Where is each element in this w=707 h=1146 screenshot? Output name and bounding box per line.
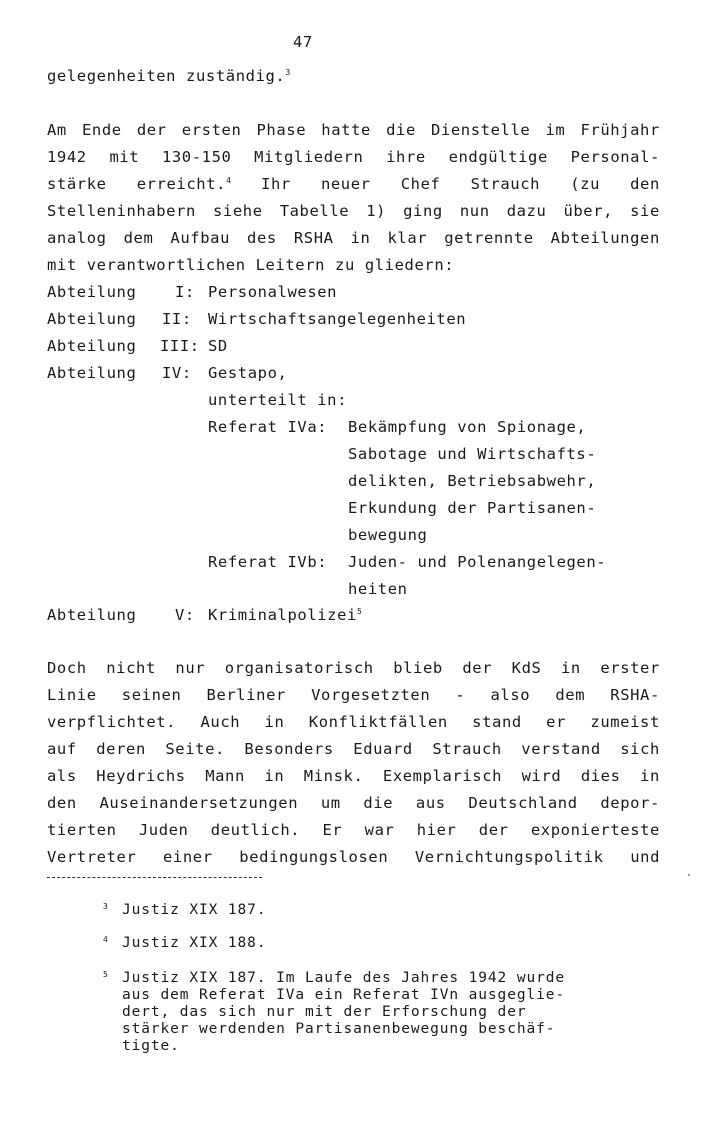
word: und xyxy=(630,848,660,866)
para2-line3 xyxy=(47,713,660,731)
footnote-text: tigte. xyxy=(122,1038,180,1054)
word: dazu xyxy=(506,202,547,220)
word: sie xyxy=(630,202,660,220)
word: ersten xyxy=(181,121,242,139)
word: Tabelle xyxy=(279,202,350,220)
dept-num: II: xyxy=(162,310,192,328)
dept-name: Wirtschaftsangelegenheiten xyxy=(208,310,467,328)
word: 1) xyxy=(366,202,387,220)
dept-num: I: xyxy=(175,283,195,301)
word: verstand xyxy=(521,740,601,758)
word: um xyxy=(320,794,341,812)
word: (zu xyxy=(570,175,600,193)
word: RSHA- xyxy=(610,686,660,704)
footnote-marker xyxy=(103,935,108,952)
word: im xyxy=(545,121,566,139)
word: Chef xyxy=(400,175,441,193)
word: die xyxy=(386,121,416,139)
para2-line4 xyxy=(47,740,660,758)
referat-iva-line: bewegung xyxy=(348,526,428,544)
word-with-note xyxy=(137,175,231,193)
word: getrennte xyxy=(444,229,534,247)
word: der xyxy=(478,821,509,839)
footnote-ref-3: 3 xyxy=(285,68,291,77)
word: Strauch xyxy=(470,175,541,193)
word: den xyxy=(630,175,660,193)
referat-iva-label: Referat IVa: xyxy=(208,418,328,436)
para1-line6: mit verantwortlichen Leitern zu gliedern: xyxy=(47,256,455,274)
word: Ihr xyxy=(261,175,291,193)
word: erreicht. xyxy=(136,175,227,193)
word: seinen xyxy=(121,686,182,704)
word: Stelleninhabern xyxy=(47,202,196,220)
para1-line3 xyxy=(47,175,660,193)
word: tierten xyxy=(47,821,117,839)
word: Konfliktfällen xyxy=(308,713,448,731)
word: ging xyxy=(403,202,443,220)
footnote-number: 5 xyxy=(103,970,108,979)
word: in xyxy=(560,659,581,677)
word: Frühjahr xyxy=(580,121,660,139)
para2-line7 xyxy=(47,821,660,839)
word: Vertreter xyxy=(47,848,137,866)
dept-name-with-note xyxy=(208,606,362,624)
para2-line6 xyxy=(47,794,660,812)
dept-name: Kriminalpolizei xyxy=(208,606,357,624)
word: 130-150 xyxy=(161,148,232,166)
word: endgültige xyxy=(448,148,548,166)
word: verpflichtet. xyxy=(47,713,177,731)
word: des xyxy=(247,229,277,247)
para2-line2 xyxy=(47,686,660,704)
dept-num: V: xyxy=(175,606,195,624)
footnote-separator xyxy=(47,877,262,878)
word: Besonders xyxy=(244,740,334,758)
footnote-text: Justiz XIX 187. xyxy=(122,902,267,918)
dept-label: Abteilung xyxy=(47,606,137,624)
word: Eduard xyxy=(353,740,413,758)
word: der xyxy=(462,659,493,677)
word: Dienstelle xyxy=(431,121,531,139)
para2-line8 xyxy=(47,848,660,866)
word: auf xyxy=(47,740,77,758)
word: Auch xyxy=(200,713,241,731)
word: hatte xyxy=(321,121,371,139)
footnote-number: 3 xyxy=(103,902,108,911)
word: Er xyxy=(322,821,343,839)
word: - xyxy=(455,686,466,704)
word: Mitgliedern xyxy=(254,148,364,166)
word: Heydrichs xyxy=(96,767,186,785)
para1-line4 xyxy=(47,202,660,220)
word: stärke xyxy=(47,175,107,193)
scan-speck xyxy=(688,874,690,876)
referat-ivb-label: Referat IVb: xyxy=(208,553,328,571)
word: also xyxy=(490,686,531,704)
dept-label: Abteilung xyxy=(47,310,137,328)
referat-iva-line: delikten, Betriebsabwehr, xyxy=(348,472,597,490)
word: RSHA xyxy=(293,229,334,247)
footnote-marker xyxy=(103,902,108,919)
word: deren xyxy=(96,740,146,758)
word: siehe xyxy=(213,202,263,220)
word: einer xyxy=(163,848,213,866)
dept-label: Abteilung xyxy=(47,283,137,301)
word: Strauch xyxy=(432,740,502,758)
footnote-text: aus dem Referat IVa ein Referat IVn ausgeglie- xyxy=(122,987,565,1003)
word: depor- xyxy=(600,794,660,812)
word: Abteilungen xyxy=(550,229,660,247)
word: klar xyxy=(387,229,428,247)
referat-ivb-line: Juden- und Polenangelegen- xyxy=(348,553,607,571)
word: in xyxy=(640,767,660,785)
word: Berliner xyxy=(206,686,286,704)
word: in xyxy=(264,713,285,731)
continuation-text: gelegenheiten zuständig. xyxy=(47,67,286,85)
word: hier xyxy=(416,821,457,839)
para1-line2 xyxy=(47,148,660,166)
word: Ende xyxy=(82,121,122,139)
word: Minsk. xyxy=(303,767,364,785)
word: ihre xyxy=(386,148,426,166)
word: aus xyxy=(415,794,446,812)
footnote-ref-4: 4 xyxy=(226,176,231,185)
word: KdS xyxy=(511,659,542,677)
footnote-text: Justiz XIX 188. xyxy=(122,935,267,951)
word: zumeist xyxy=(590,713,660,731)
footnote-text: Justiz XIX 187. Im Laufe des Jahres 1942 wurde xyxy=(122,970,565,986)
word: nur xyxy=(175,659,206,677)
word: deutlich. xyxy=(210,821,301,839)
referat-iva-line: Erkundung der Partisanen- xyxy=(348,499,597,517)
footnote-text: stärker werdenden Partisanenbewegung beschäf- xyxy=(122,1021,556,1037)
word: er xyxy=(546,713,567,731)
word: Mann xyxy=(205,767,245,785)
dept-name: Gestapo, xyxy=(208,364,288,382)
para2-line5 xyxy=(47,767,660,785)
word: Phase xyxy=(256,121,307,139)
word: Vorgesetzten xyxy=(311,686,431,704)
word: die xyxy=(363,794,394,812)
continuation-line xyxy=(47,67,290,85)
word: in xyxy=(264,767,285,785)
word: war xyxy=(364,821,395,839)
word: in xyxy=(350,229,371,247)
word: erster xyxy=(600,659,660,677)
dept-label: Abteilung xyxy=(47,364,137,382)
footnote-marker xyxy=(103,970,108,987)
word: mit xyxy=(109,148,140,166)
word: der xyxy=(136,121,167,139)
dept-name: SD xyxy=(208,337,228,355)
word: dem xyxy=(555,686,586,704)
gestapo-intro: unterteilt in: xyxy=(208,391,348,409)
footnote-ref-5: 5 xyxy=(356,607,362,616)
dept-num: IV: xyxy=(162,364,192,382)
word: organisatorisch xyxy=(224,659,374,677)
word: Auseinandersetzungen xyxy=(99,794,299,812)
word: Linie xyxy=(47,686,97,704)
word: Deutschland xyxy=(468,794,578,812)
word: Am xyxy=(47,121,67,139)
word: dies xyxy=(580,767,621,785)
word: Personal- xyxy=(570,148,660,166)
word: nicht xyxy=(106,659,156,677)
word: sich xyxy=(620,740,660,758)
word: als xyxy=(47,767,77,785)
word: Doch xyxy=(47,659,87,677)
page-number: 47 xyxy=(293,33,313,51)
para1-line1 xyxy=(47,121,660,139)
referat-iva-line: Bekämpfung von Spionage, xyxy=(348,418,587,436)
word: den xyxy=(47,794,77,812)
word: Aufbau xyxy=(170,229,231,247)
word: analog xyxy=(47,229,107,247)
dept-num: III: xyxy=(160,337,200,355)
word: stand xyxy=(472,713,522,731)
word: Seite. xyxy=(165,740,225,758)
word: 1942 xyxy=(47,148,87,166)
word: exponierteste xyxy=(530,821,660,839)
word: Juden xyxy=(138,821,189,839)
word: bedingungslosen xyxy=(239,848,389,866)
dept-label: Abteilung xyxy=(47,337,137,355)
word: Exemplarisch xyxy=(382,767,503,785)
word: blieb xyxy=(393,659,443,677)
referat-ivb-line: heiten xyxy=(348,580,408,598)
footnote-number: 4 xyxy=(103,935,108,944)
dept-name: Personalwesen xyxy=(208,283,338,301)
para1-line5 xyxy=(47,229,660,247)
referat-iva-line: Sabotage und Wirtschafts- xyxy=(348,445,597,463)
word: wird xyxy=(521,767,562,785)
word: dem xyxy=(123,229,154,247)
word: Vernichtungspolitik xyxy=(414,848,604,866)
word: neuer xyxy=(320,175,371,193)
word: nun xyxy=(459,202,490,220)
footnote-text: dert, das sich nur mit der Erforschung der xyxy=(122,1004,527,1020)
para2-line1 xyxy=(47,659,660,677)
word: über, xyxy=(563,202,614,220)
